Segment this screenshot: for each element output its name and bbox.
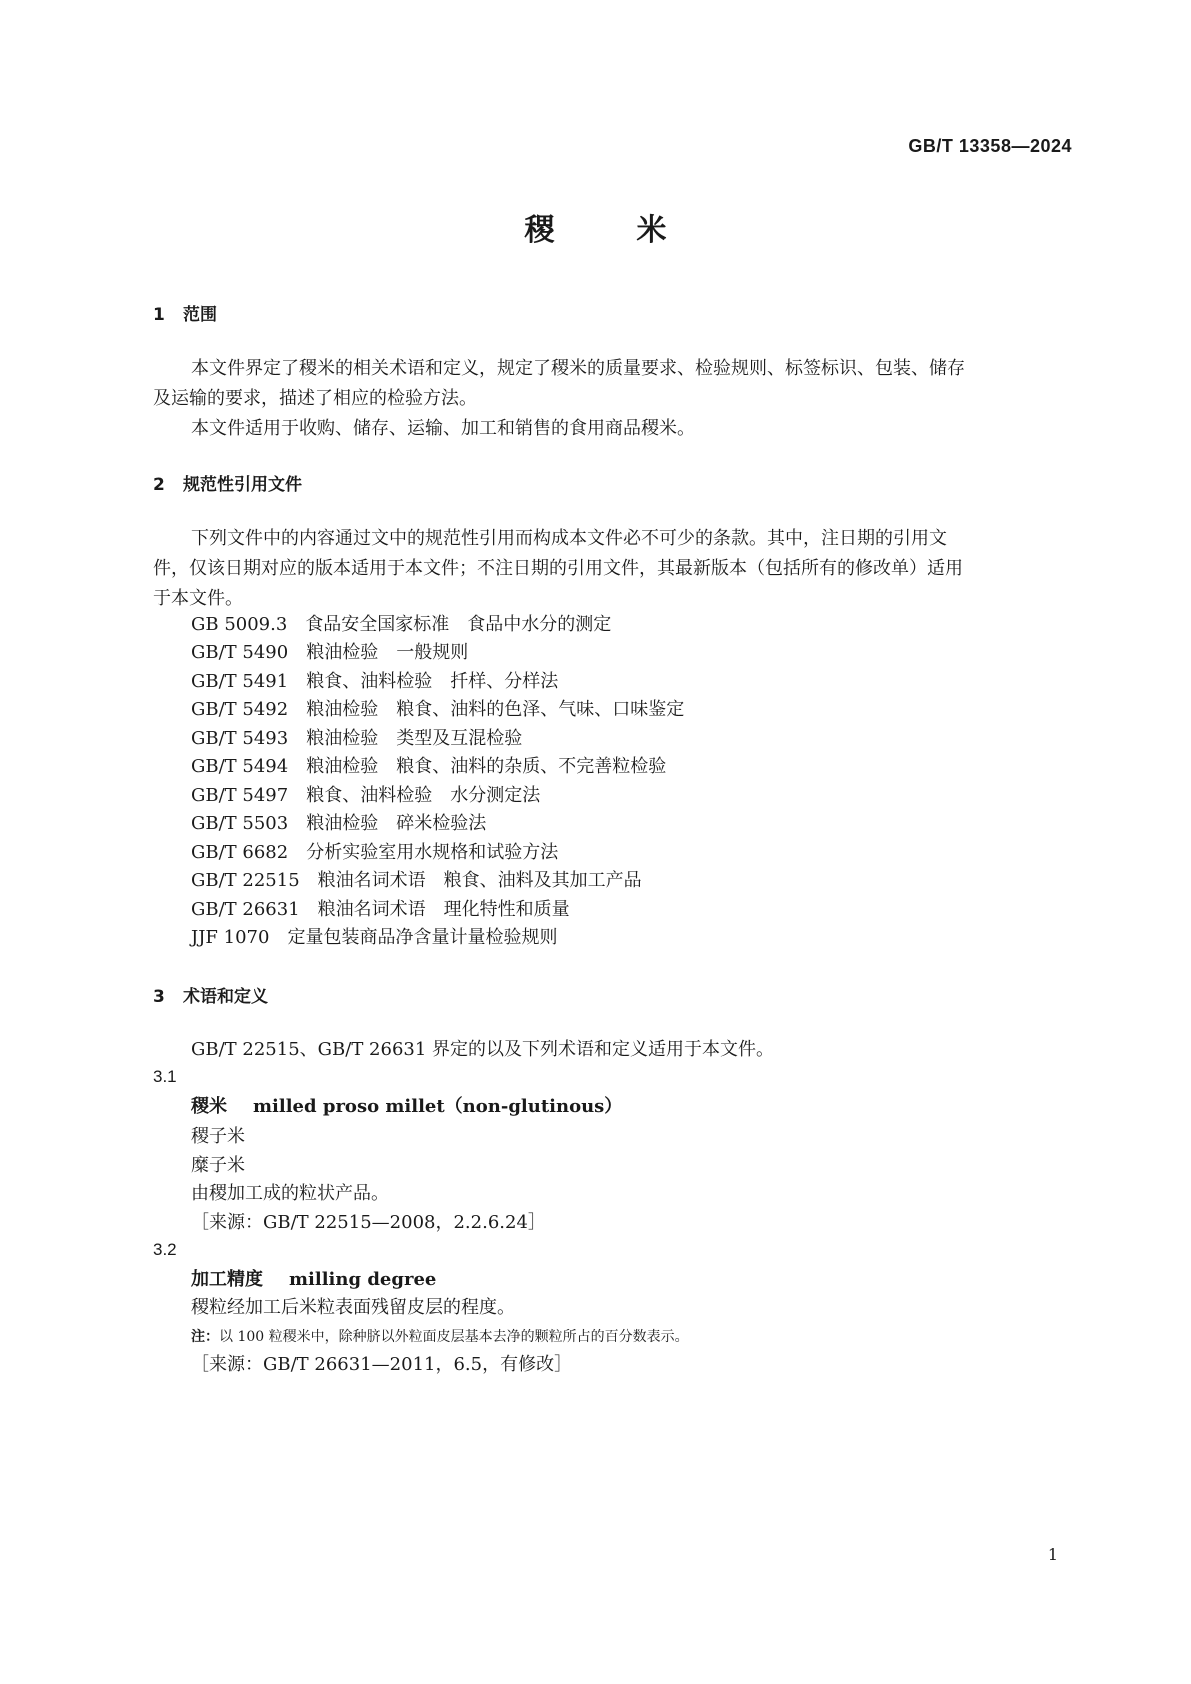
note-label: 注： (191, 1329, 219, 1345)
term-number: 3.2 (153, 1240, 177, 1259)
term-zh: 加工精度 (191, 1269, 263, 1290)
term-synonym: 糜子米 (191, 1155, 245, 1176)
reference-item (191, 610, 611, 640)
document-title: 稷 米 (524, 213, 693, 248)
standard-code: GB/T 13358—2024 (908, 136, 1072, 156)
reference-title: 定量包装商品净含量计量检验规则 (287, 927, 558, 948)
section-3-intro: GB/T 22515、GB/T 26631 界定的以及下列术语和定义适用于本文件。 (191, 1039, 775, 1060)
paragraph-line: 本文件适用于收购、储存、运输、加工和销售的食用商品稷米。 (191, 418, 695, 439)
reference-code: JJF 1070 (191, 927, 270, 948)
reference-title: 粮油检验 粮食、油料的色泽、气味、口味鉴定 (306, 699, 685, 720)
reference-code: GB/T 26631 (191, 899, 300, 920)
reference-item (191, 809, 486, 839)
reference-title: 粮食、油料检验 水分测定法 (306, 785, 541, 806)
term-definition: 由稷加工成的粒状产品。 (191, 1183, 389, 1204)
section-3-heading (153, 982, 268, 1007)
reference-item (191, 923, 557, 953)
term-synonym: 稷子米 (191, 1126, 245, 1147)
term-source: ［来源：GB/T 22515—2008，2.2.6.24］ (191, 1212, 546, 1233)
term-definition: 稷粒经加工后米粒表面残留皮层的程度。 (191, 1297, 515, 1318)
reference-code: GB/T 5497 (191, 785, 289, 806)
term-note (191, 1326, 689, 1346)
term-number: 3.1 (153, 1067, 177, 1086)
term-source: ［来源：GB/T 26631—2011，6.5，有修改］ (191, 1354, 573, 1375)
reference-title: 粮食、油料检验 扦样、分样法 (306, 671, 559, 692)
reference-code: GB/T 22515 (191, 870, 300, 891)
term-heading (191, 1265, 436, 1295)
section-title: 范围 (183, 305, 217, 325)
reference-title: 分析实验室用水规格和试验方法 (306, 842, 559, 863)
term-en: milling degree (289, 1269, 437, 1290)
paragraph-line: 本文件界定了稷米的相关术语和定义，规定了稷米的质量要求、检验规则、标签标识、包装、储存 (191, 358, 965, 379)
paragraph-line: 件，仅该日期对应的版本适用于本文件；不注日期的引用文件，其最新版本（包括所有的修改单）适用 (153, 558, 963, 579)
section-2-intro (153, 524, 1073, 614)
term-en: milled proso millet（non-glutinous） (253, 1096, 623, 1117)
reference-title: 粮油名词术语 理化特性和质量 (317, 899, 570, 920)
section-number: 3 (153, 987, 165, 1007)
reference-code: GB/T 5493 (191, 728, 289, 749)
reference-title: 粮油检验 粮食、油料的杂质、不完善粒检验 (306, 756, 667, 777)
reference-title: 粮油名词术语 粮食、油料及其加工产品 (317, 870, 642, 891)
reference-code: GB/T 5494 (191, 756, 289, 777)
reference-item (191, 724, 522, 754)
reference-code: GB/T 5503 (191, 813, 289, 834)
reference-title: 粮油检验 一般规则 (306, 642, 469, 663)
paragraph-line: 于本文件。 (153, 588, 243, 609)
reference-item (191, 866, 642, 896)
paragraph-line: 下列文件中的内容通过文中的规范性引用而构成本文件必不可少的条款。其中，注日期的引用文 (191, 528, 947, 549)
reference-title: 粮油检验 类型及互混检验 (306, 728, 523, 749)
page-number: 1 (1047, 1545, 1058, 1564)
term-heading (191, 1092, 622, 1122)
reference-item (191, 667, 558, 697)
reference-code: GB/T 5491 (191, 671, 289, 692)
reference-code: GB 5009.3 (191, 614, 288, 635)
reference-code: GB/T 5492 (191, 699, 289, 720)
section-2-heading (153, 470, 302, 495)
section-number: 1 (153, 305, 165, 325)
section-number: 2 (153, 475, 165, 495)
reference-code: GB/T 6682 (191, 842, 289, 863)
reference-item (191, 752, 666, 782)
section-title: 规范性引用文件 (183, 475, 302, 495)
reference-item (191, 838, 558, 868)
reference-item (191, 695, 684, 725)
section-1-body (153, 354, 1073, 444)
reference-title: 食品安全国家标准 食品中水分的测定 (305, 614, 612, 635)
note-text: 以 100 粒稷米中，除种脐以外粒面皮层基本去净的颗粒所占的百分数表示。 (219, 1329, 689, 1345)
reference-item (191, 781, 540, 811)
section-title: 术语和定义 (183, 987, 268, 1007)
reference-title: 粮油检验 碎米检验法 (306, 813, 487, 834)
reference-code: GB/T 5490 (191, 642, 289, 663)
term-zh: 稷米 (191, 1096, 227, 1117)
reference-item (191, 638, 468, 668)
paragraph-line: 及运输的要求，描述了相应的检验方法。 (153, 388, 477, 409)
reference-item (191, 895, 570, 925)
section-1-heading (153, 300, 217, 325)
